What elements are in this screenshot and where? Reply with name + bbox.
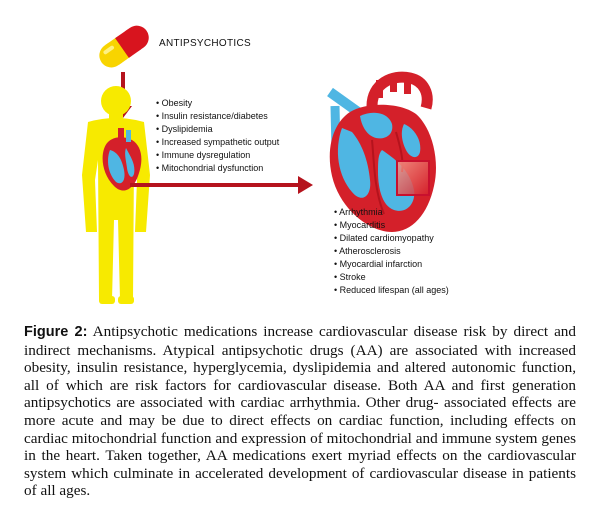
list-item: • Stroke (334, 272, 366, 282)
list-item: • Dyslipidemia (156, 124, 213, 134)
figure-caption (24, 323, 576, 500)
caption-text: Antipsychotic medications increase cardiovascular disease risk by direct and indirect mechanisms. Atypical antipsychotic drugs (AA) are associated with increased obesity, insulin resistance, hyperglycemia, dyslipidemia and altered autonomic function, all of which are risk factors for cardiovascular disease. Both AA and first generation antipsychotics are associated with cardiac arrhythmia. Other drug- associated effects are more acute and may be due to direct effects on cardiac function, including effects on cardiac mitochondrial function and expression of mitochondrial and immune system genes in the heart. Taken together, AA medications exert myriad effects on the cardiovascular system which culminate in accelerated development of cardiovascular disease in patients of all ages. (24, 323, 576, 500)
list-item: • Arrhythmia (334, 207, 383, 217)
capsule-icon (95, 21, 154, 72)
list-item: • Obesity (156, 98, 193, 108)
metabolic-effects-list (156, 98, 280, 173)
list-item: • Increased sympathetic output (156, 137, 280, 147)
right-arrow-icon (130, 176, 313, 194)
list-item: • Insulin resistance/diabetes (156, 111, 268, 121)
human-body-icon (82, 86, 150, 304)
list-item: • Myocardial infarction (334, 259, 423, 269)
list-item: • Dilated cardiomyopathy (334, 233, 434, 243)
list-item: • Immune dysregulation (156, 150, 251, 160)
drug-label: ANTIPSYCHOTICS (159, 38, 251, 49)
list-item: • Reduced lifespan (all ages) (334, 285, 449, 295)
list-item: • Mitochondrial dysfunction (156, 163, 264, 173)
caption-lead: Figure 2: (24, 324, 88, 340)
list-item: • Atherosclerosis (334, 246, 401, 256)
list-item: • Myocarditis (334, 220, 386, 230)
